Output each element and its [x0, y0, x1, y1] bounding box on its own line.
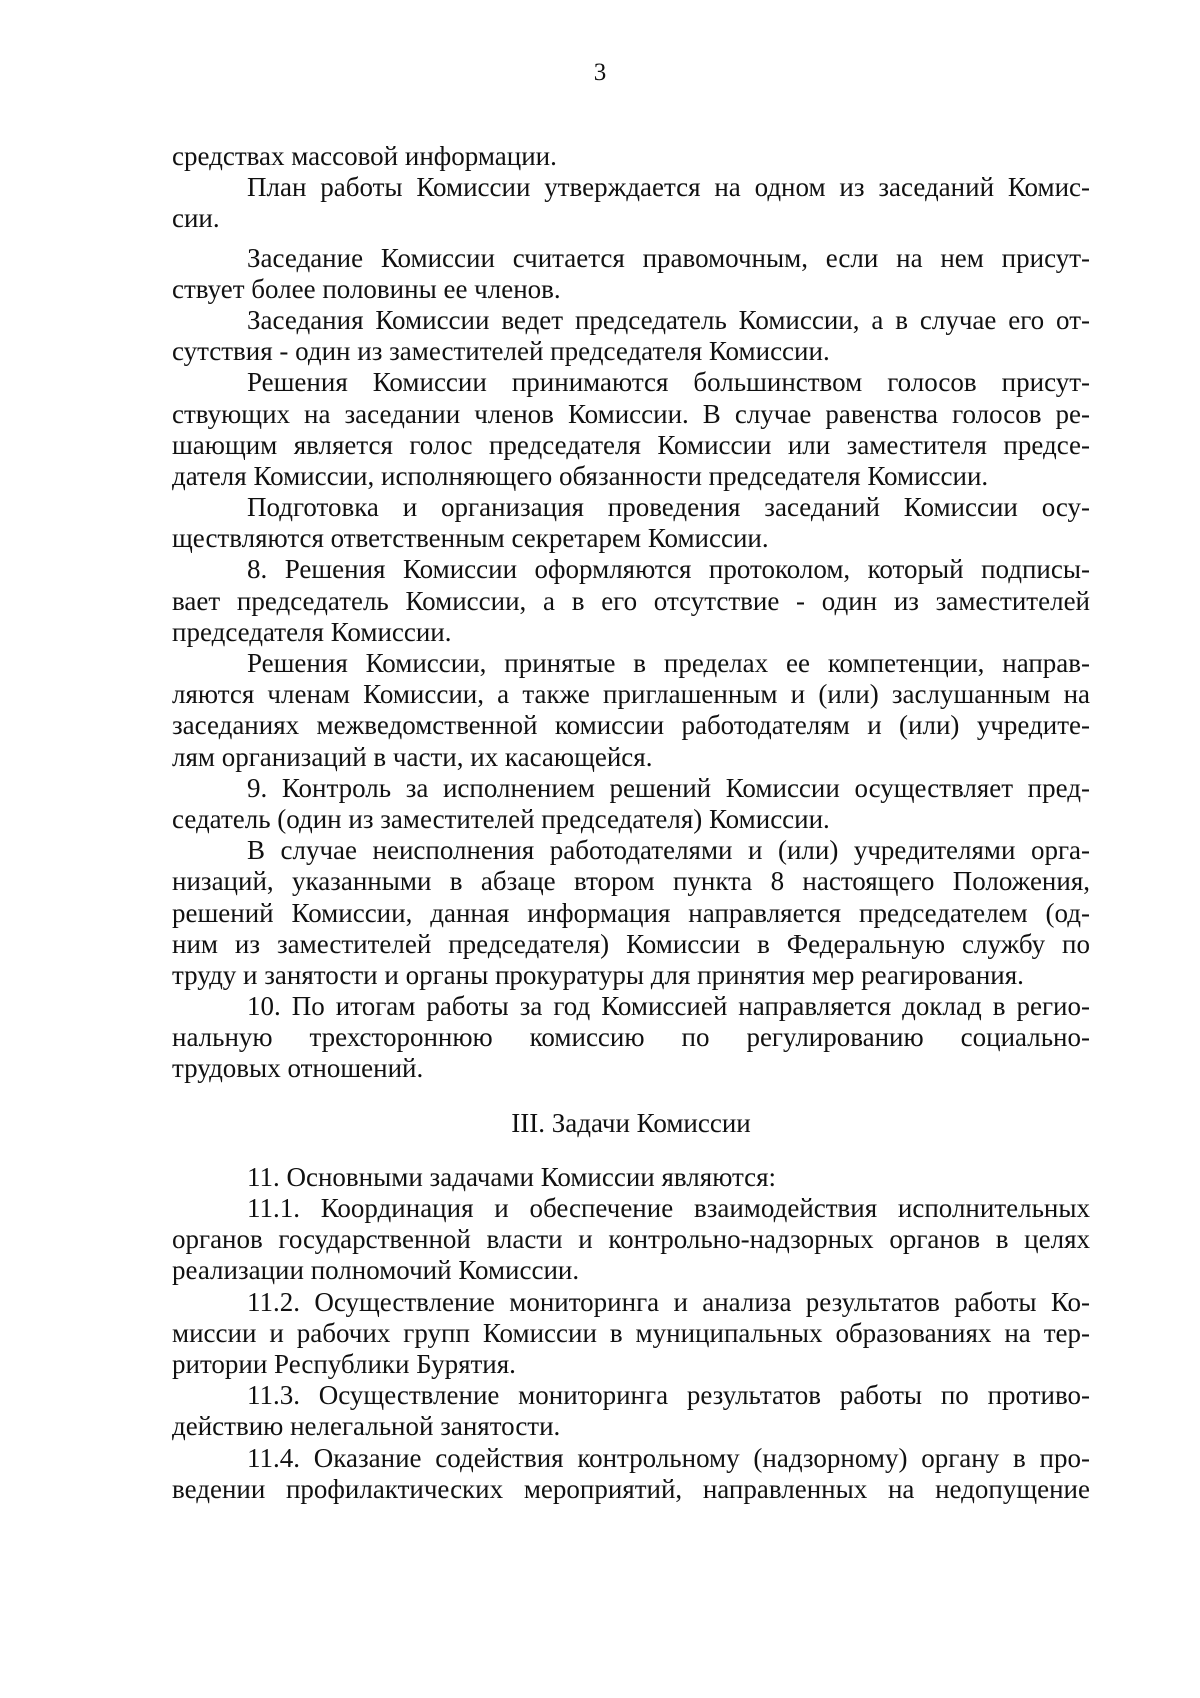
- paragraph: [172, 773, 1090, 835]
- text-line: 11.4. Оказание содействия контрольному (надзорному) органу в про-: [247, 1442, 1090, 1473]
- page-number: 3: [593, 59, 607, 86]
- text-line: труду и занятости и органы прокуратуры для принятия мер реагирования.: [172, 959, 1024, 990]
- text-line: седатель (один из заместителей председателя) Комиссии.: [172, 803, 830, 834]
- paragraph: [172, 367, 1090, 492]
- text-line: План работы Комиссии утверждается на одном из заседаний Комис-: [247, 172, 1090, 203]
- text-line: 11.3. Осуществление мониторинга результатов работы по противо-: [247, 1380, 1090, 1411]
- paragraph: [172, 554, 1090, 648]
- paragraph: [172, 1443, 1090, 1505]
- paragraph: [172, 141, 1090, 172]
- text-line: средствах массовой информации.: [172, 141, 557, 171]
- text-line: сутствия - один из заместителей председателя Комиссии.: [172, 336, 830, 367]
- paragraph: [172, 835, 1090, 991]
- text-line: Заседание Комиссии считается правомочным, если на нем присут-: [247, 242, 1090, 273]
- text-line: Подготовка и организация проведения заседаний Комиссии осу-: [247, 492, 1090, 523]
- paragraph: [172, 243, 1090, 305]
- text-line: 8. Решения Комиссии оформляются протоколом, который подписы-: [247, 554, 1090, 585]
- paragraph: [172, 1162, 1090, 1193]
- paragraph: [172, 1287, 1090, 1381]
- text-line: миссии и рабочих групп Комиссии в муниципальных образованиях на тер-: [172, 1317, 1090, 1348]
- text-line: председателя Комиссии.: [172, 616, 452, 647]
- text-line: реализации полномочий Комиссии.: [172, 1255, 580, 1286]
- paragraph: [172, 991, 1090, 1085]
- text-line: 10. По итогам работы за год Комиссией направляется доклад в регио-: [247, 991, 1090, 1022]
- document-body: [172, 141, 1090, 1505]
- paragraph: [172, 305, 1090, 367]
- text-line: ствует более половины ее членов.: [172, 273, 561, 304]
- paragraph: [172, 172, 1090, 234]
- text-line: ляются членам Комиссии, а также приглашенным и (или) заслушанным на: [172, 679, 1090, 710]
- text-line: низаций, указанными в абзаце втором пункта 8 настоящего Положения,: [172, 866, 1090, 897]
- text-line: решений Комиссии, данная информация направляется председателем (од-: [172, 897, 1090, 928]
- text-line: нальную трехстороннюю комиссию по регулированию социально-: [172, 1022, 1090, 1053]
- paragraph: [172, 1193, 1090, 1287]
- text-line: заседаниях межведомственной комиссии работодателям и (или) учредите-: [172, 710, 1090, 741]
- paragraph: [172, 492, 1090, 554]
- text-line: Решения Комиссии принимаются большинством голосов присут-: [247, 367, 1090, 398]
- text-line: сии.: [172, 203, 220, 234]
- text-line: 11.2. Осуществление мониторинга и анализа результатов работы Ко-: [247, 1286, 1090, 1317]
- text-line: ществляются ответственным секретарем Комиссии.: [172, 523, 769, 554]
- text-line: трудовых отношений.: [172, 1053, 424, 1084]
- text-line: 11. Основными задачами Комиссии являются:: [247, 1161, 777, 1192]
- section-heading: III. Задачи Комиссии: [511, 1107, 751, 1138]
- text-line: 9. Контроль за исполнением решений Комиссии осуществляет пред-: [247, 772, 1090, 803]
- text-line: вает председатель Комиссии, а в его отсутствие - один из заместителей: [172, 585, 1090, 616]
- text-line: В случае неисполнения работодателями и (или) учредителями орга-: [247, 835, 1090, 866]
- text-line: органов государственной власти и контрольно-надзорных органов в целях: [172, 1224, 1090, 1255]
- text-line: ствующих на заседании членов Комиссии. В случае равенства голосов ре-: [172, 398, 1090, 429]
- paragraph: [172, 1380, 1090, 1442]
- paragraph: [172, 648, 1090, 773]
- text-line: Заседания Комиссии ведет председатель Комиссии, а в случае его от-: [247, 304, 1090, 335]
- text-line: ведении профилактических мероприятий, направленных на недопущение: [172, 1473, 1090, 1504]
- text-line: ритории Республики Бурятия.: [172, 1348, 516, 1379]
- text-line: ним из заместителей председателя) Комиссии в Федеральную службу по: [172, 928, 1090, 959]
- text-line: 11.1. Координация и обеспечение взаимодействия исполнительных: [247, 1193, 1090, 1223]
- text-line: лям организаций в части, их касающейся.: [172, 741, 653, 772]
- text-line: шающим является голос председателя Комиссии или заместителя предсе-: [172, 429, 1090, 460]
- text-line: Решения Комиссии, принятые в пределах ее компетенции, направ-: [247, 648, 1090, 678]
- text-line: дателя Комиссии, исполняющего обязанности председателя Комиссии.: [172, 460, 989, 491]
- text-line: действию нелегальной занятости.: [172, 1411, 561, 1442]
